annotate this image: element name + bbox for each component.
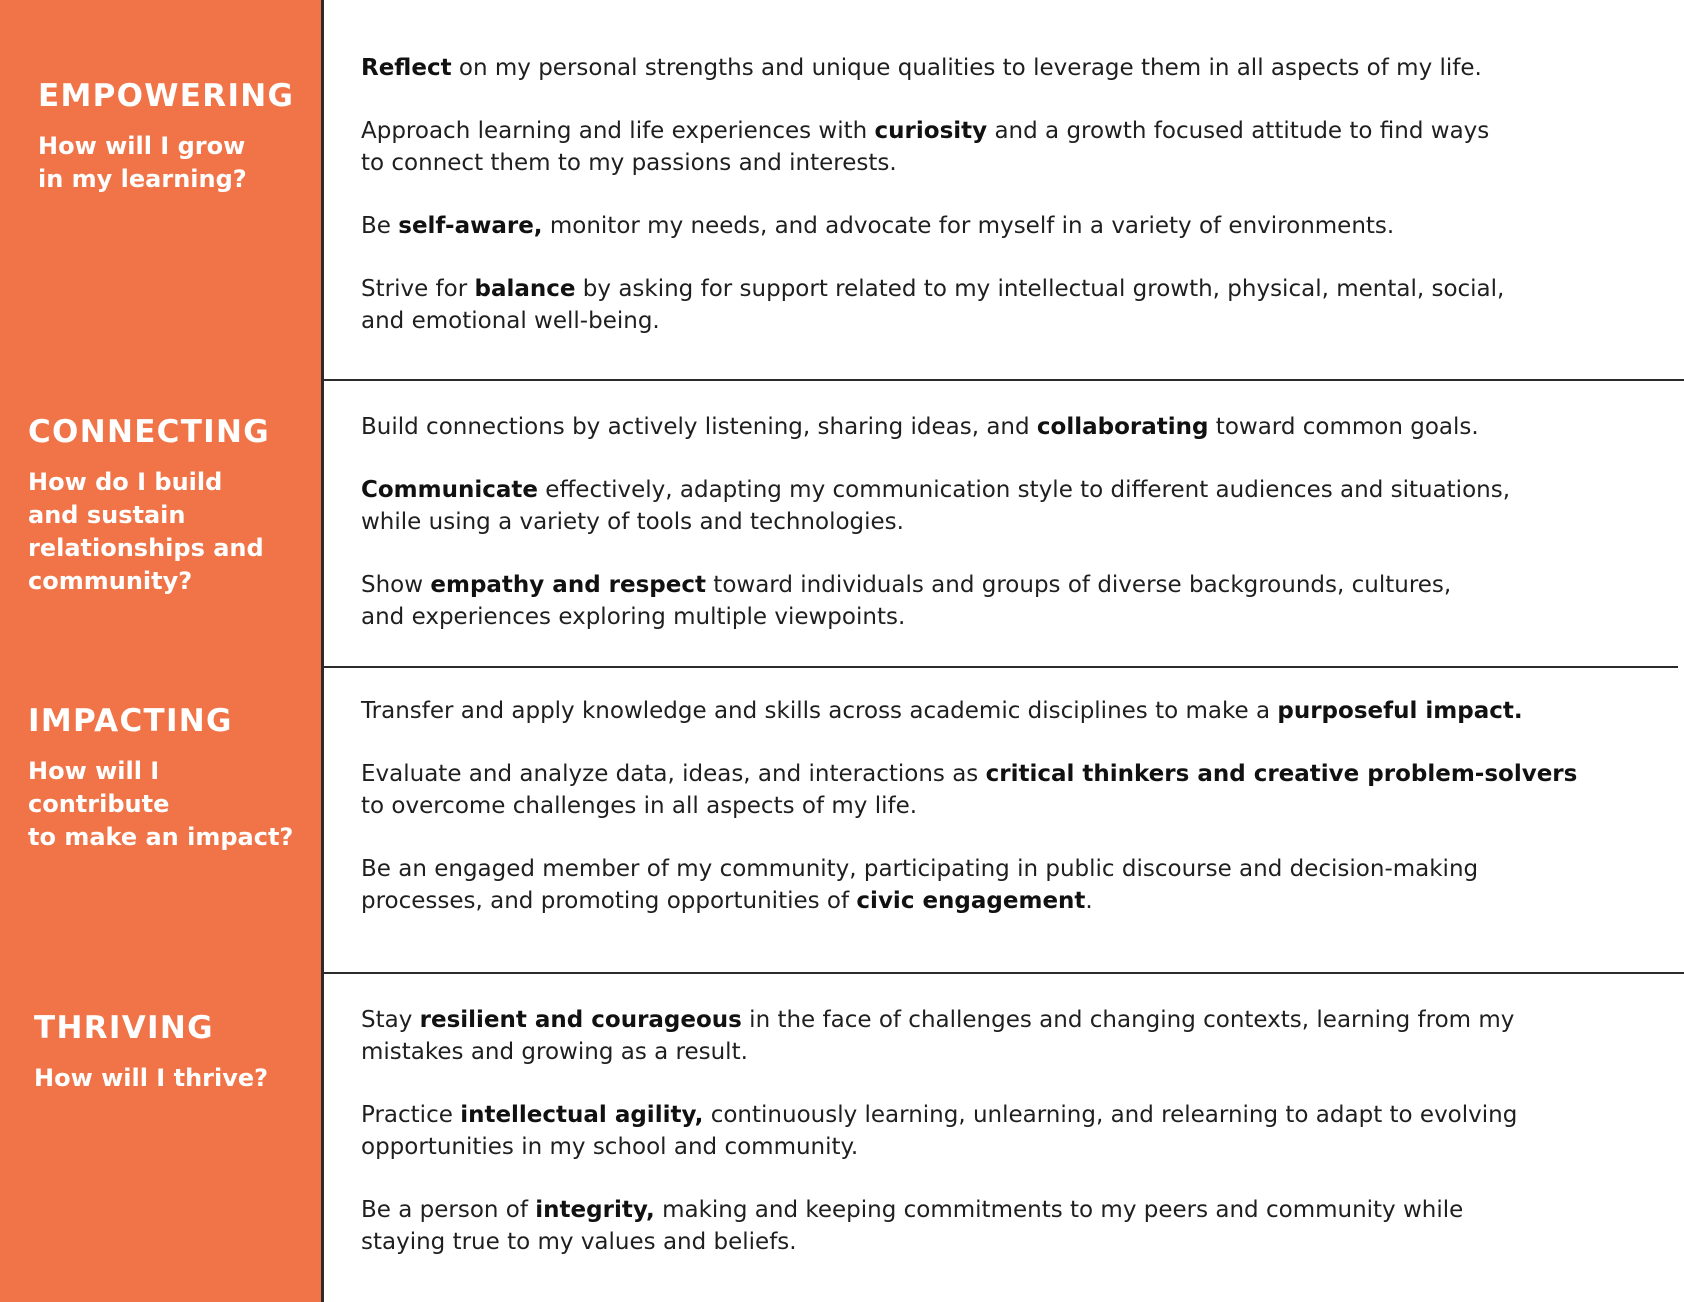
section-thriving	[0, 974, 1684, 1302]
section-items	[361, 52, 1651, 368]
section-header	[28, 703, 298, 854]
list-item: Reflect on my personal strengths and unique qualities to leverage them in all aspects of my life.	[361, 55, 1482, 81]
list-item: Approach learning and life experiences with curiosity and a growth focused attitude to find ways to connect them to my passions and interests.	[361, 118, 1490, 176]
list-item: Be a person of integrity, making and keeping commitments to my peers and community while staying true to my values and beliefs.	[361, 1197, 1464, 1255]
section-title: THRIVING	[34, 1010, 214, 1046]
list-item: Show empathy and respect toward individuals and groups of diverse backgrounds, cultures, and experiences exploring multiple viewpoints.	[361, 572, 1452, 630]
list-item: Communicate effectively, adapting my communication style to different audiences and situations, while using a variety of tools and technologies.	[361, 477, 1511, 535]
section-question: How do I build and sustain relationships and community?	[28, 468, 264, 595]
section-header	[34, 1010, 304, 1095]
list-item: Evaluate and analyze data, ideas, and interactions as critical thinkers and creative problem-solvers to overcome challenges in all aspects of my life.	[361, 761, 1578, 819]
section-impacting	[0, 668, 1684, 973]
list-item: Strive for balance by asking for support related to my intellectual growth, physical, mental, social, and emotional well-being.	[361, 276, 1505, 334]
section-items	[361, 1004, 1651, 1289]
section-question: How will I thrive?	[34, 1064, 269, 1092]
section-title: CONNECTING	[28, 414, 270, 450]
list-item: Be self-aware, monitor my needs, and advocate for myself in a variety of environments.	[361, 213, 1395, 239]
section-header	[38, 78, 308, 196]
section-question: How will I grow in my learning?	[38, 132, 247, 193]
section-empowering	[0, 0, 1684, 380]
section-header	[28, 414, 298, 598]
list-item: Transfer and apply knowledge and skills across academic disciplines to make a purposeful impact.	[361, 698, 1523, 724]
list-item: Stay resilient and courageous in the face of challenges and changing contexts, learning from my mistakes and growing as a result.	[361, 1007, 1515, 1065]
section-question: How will I contribute to make an impact?	[28, 757, 294, 851]
list-item: Build connections by actively listening, sharing ideas, and collaborating toward common goals.	[361, 414, 1479, 440]
section-title: EMPOWERING	[38, 78, 295, 114]
section-title: IMPACTING	[28, 703, 233, 739]
section-items	[361, 411, 1651, 664]
list-item: Practice intellectual agility, continuously learning, unlearning, and relearning to adapt to evolving opportunities in my school and community.	[361, 1102, 1518, 1160]
section-items	[361, 695, 1651, 948]
list-item: Be an engaged member of my community, participating in public discourse and decision-making processes, and promoting opportunities of civic engagement.	[361, 856, 1479, 914]
section-connecting	[0, 381, 1684, 667]
